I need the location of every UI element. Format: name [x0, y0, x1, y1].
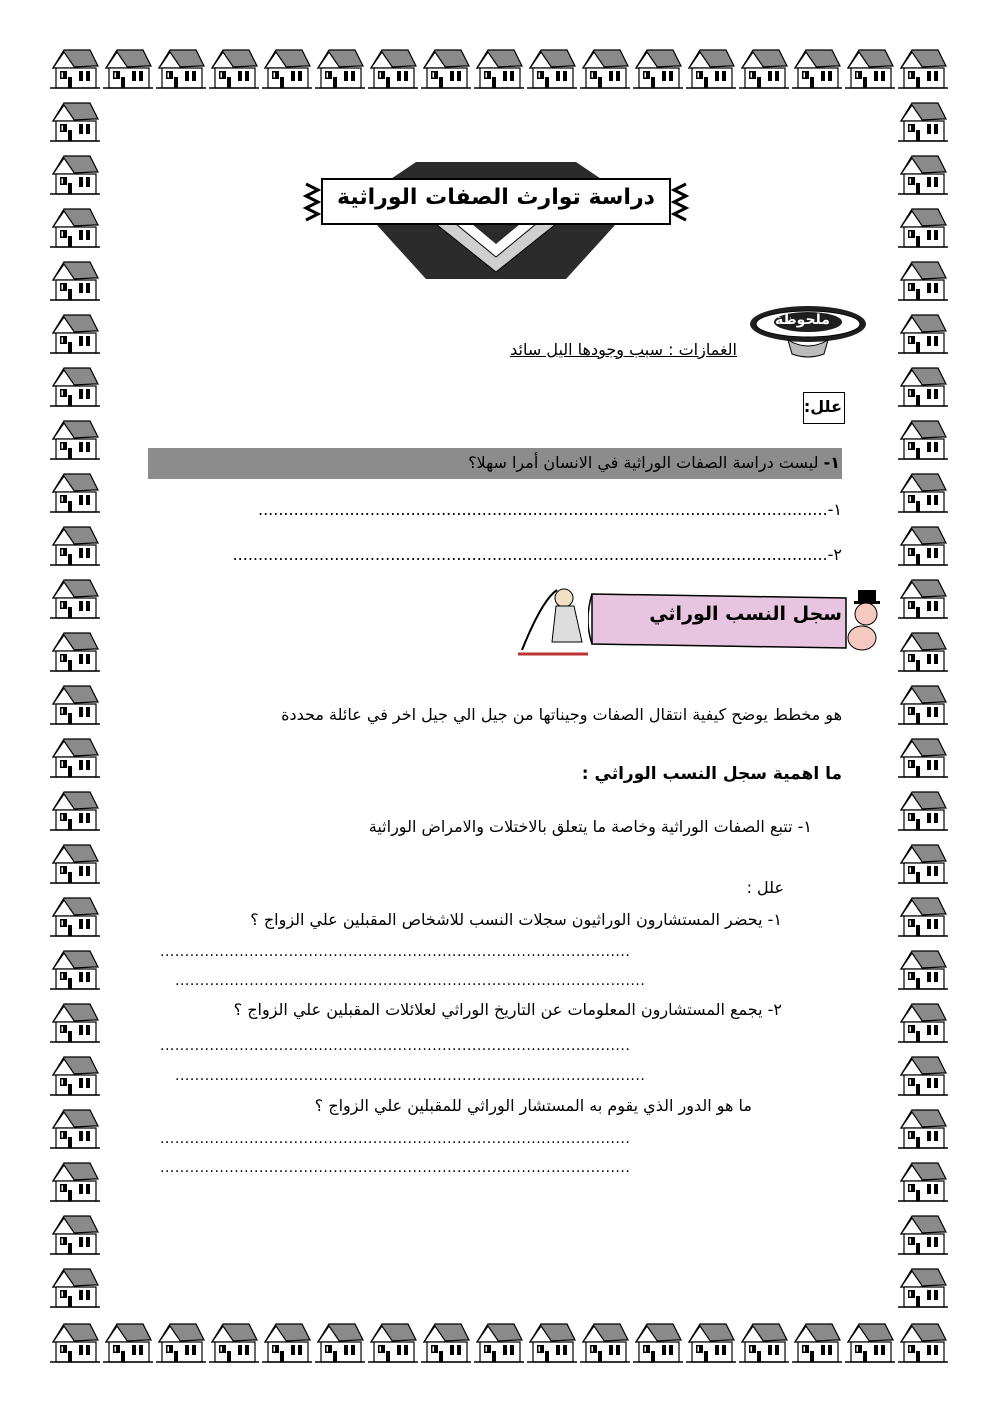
house-icon [898, 525, 948, 567]
house-icon [103, 48, 153, 90]
house-icon [792, 48, 842, 90]
house-icon [898, 207, 948, 249]
dot-line-2: ............................................................................................... [175, 973, 646, 989]
house-icon [898, 1108, 948, 1150]
house-icon [50, 684, 100, 726]
note-badge-label: ملحوظة [775, 312, 830, 328]
house-icon [50, 578, 100, 620]
house-icon [50, 419, 100, 461]
house-icon [898, 366, 948, 408]
house-icon [898, 684, 948, 726]
definition-text: هو مخطط يوضح كيفية انتقال الصفات وجيناتها من جيل الي جيل اخر في عائلة محددة [281, 705, 842, 724]
ilal-2-label: علل : [746, 878, 784, 897]
title-banner-shape [296, 154, 696, 284]
pedigree-banner-label: سجل النسب الوراثي [649, 603, 842, 625]
answer-line-2 [233, 545, 842, 564]
house-icon [421, 48, 471, 90]
dot-line-6: ............................................................................................... [160, 1160, 631, 1176]
house-icon [156, 48, 206, 90]
house-icon [898, 1002, 948, 1044]
house-icon [50, 207, 100, 249]
note-text: الغمازات : سبب وجودها اليل سائد [510, 340, 737, 359]
house-icon [50, 1002, 100, 1044]
house-icon [474, 1322, 524, 1364]
house-icon [368, 1322, 418, 1364]
house-icon [898, 419, 948, 461]
house-icon [580, 48, 630, 90]
house-icon [527, 1322, 577, 1364]
house-icon [50, 366, 100, 408]
house-icon [262, 1322, 312, 1364]
house-icon [898, 1322, 948, 1364]
house-icon [633, 1322, 683, 1364]
house-icon [50, 1161, 100, 1203]
house-icon [898, 1214, 948, 1256]
house-icon [898, 313, 948, 355]
house-icon [898, 949, 948, 991]
house-icon [50, 790, 100, 832]
house-icon [898, 1267, 948, 1309]
house-icon [739, 1322, 789, 1364]
house-icon [898, 896, 948, 938]
old-man-figure-icon [512, 580, 592, 660]
answer-2-dots: ..................................................................................................................... [232, 545, 828, 564]
ilal-label: علل: [803, 397, 842, 416]
house-icon [262, 48, 312, 90]
house-icon [50, 1267, 100, 1309]
house-icon [209, 48, 259, 90]
house-icon [898, 472, 948, 514]
house-icon [103, 1322, 153, 1364]
answer-2-number: ٢- [827, 545, 842, 564]
house-icon [474, 48, 524, 90]
house-icon [50, 1108, 100, 1150]
house-icon [421, 1322, 471, 1364]
house-icon [580, 1322, 630, 1364]
importance-item: ١- تتبع الصفات الوراثية وخاصة ما يتعلق بالاختلات والامراض الوراثية [368, 817, 812, 836]
dot-line-3: ............................................................................................... [160, 1038, 631, 1054]
house-icon [50, 1055, 100, 1097]
house-icon [633, 48, 683, 90]
question-4: ما هو الدور الذي يقوم به المستشار الوراثي للمقبلين علي الزواج ؟ [314, 1096, 752, 1115]
house-icon [898, 578, 948, 620]
question-1-text: ليست دراسة الصفات الوراثية في الانسان أمرا سهلا؟ [468, 453, 819, 472]
house-icon [156, 1322, 206, 1364]
note-badge-icon [748, 296, 868, 360]
house-icon [898, 737, 948, 779]
house-icon [898, 260, 948, 302]
house-icon [50, 631, 100, 673]
page-title: دراسة توارث الصفات الوراثية [337, 185, 655, 210]
house-icon [368, 48, 418, 90]
dot-line-5: ............................................................................................... [160, 1131, 631, 1147]
importance-heading: ما اهمية سجل النسب الوراثي : [581, 764, 842, 784]
house-icon [898, 101, 948, 143]
question-1 [468, 453, 840, 472]
house-icon [845, 48, 895, 90]
baby-new-year-icon [838, 588, 888, 658]
house-icon [50, 313, 100, 355]
house-icon [50, 101, 100, 143]
house-icon [898, 843, 948, 885]
house-icon [50, 1214, 100, 1256]
house-icon [50, 737, 100, 779]
house-icon [50, 154, 100, 196]
answer-1-dots: ................................................................................................................ [258, 500, 828, 519]
house-icon [739, 48, 789, 90]
house-icon [50, 260, 100, 302]
house-icon [50, 896, 100, 938]
house-icon [792, 1322, 842, 1364]
answer-1-number: ١- [827, 500, 842, 519]
house-icon [898, 790, 948, 832]
house-icon [50, 472, 100, 514]
house-icon [315, 1322, 365, 1364]
house-icon [898, 631, 948, 673]
house-icon [898, 154, 948, 196]
house-icon [845, 1322, 895, 1364]
house-icon [50, 949, 100, 991]
house-icon [686, 1322, 736, 1364]
question-2: ١- يحضر المستشارون الوراثيون سجلات النسب للاشخاص المقبلين علي الزواج ؟ [250, 910, 782, 929]
house-icon [527, 48, 577, 90]
house-icon [209, 1322, 259, 1364]
house-icon [50, 525, 100, 567]
dot-line-4: ............................................................................................... [175, 1068, 646, 1084]
dot-line-1: ............................................................................................... [160, 944, 631, 960]
house-icon [50, 48, 100, 90]
house-icon [315, 48, 365, 90]
house-icon [898, 1055, 948, 1097]
answer-line-1 [258, 500, 842, 519]
house-icon [50, 843, 100, 885]
question-1-number: ١- [823, 453, 840, 472]
house-icon [898, 48, 948, 90]
house-icon [50, 1322, 100, 1364]
question-3: ٢- يجمع المستشارون المعلومات عن التاريخ الوراثي لعلائلات المقبلين علي الزواج ؟ [233, 1000, 782, 1019]
house-icon [686, 48, 736, 90]
house-icon [898, 1161, 948, 1203]
